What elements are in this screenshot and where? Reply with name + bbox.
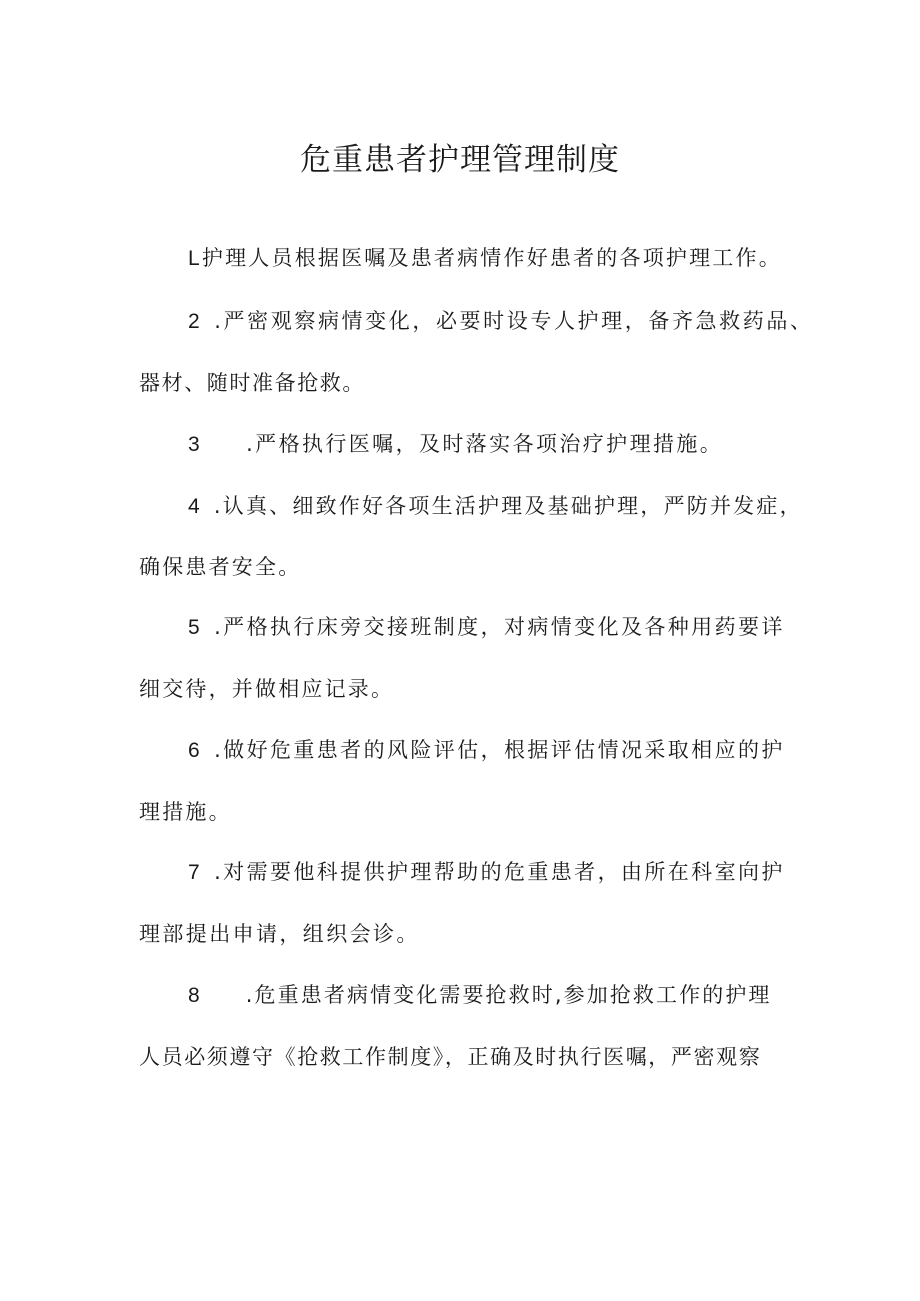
item-number: 2 xyxy=(188,310,203,333)
list-item-5-continuation: 细交待，并做相应记录。 xyxy=(139,677,395,701)
list-item-2 xyxy=(188,305,814,338)
list-item-8 xyxy=(188,979,772,1012)
list-item-8-continuation: 人员必须遵守《抢救工作制度》，正确及时执行医嘱，严密观察 xyxy=(139,1045,762,1069)
item-text-line: .危重患者病情变化需要抢救时,参加抢救工作的护理 xyxy=(245,983,772,1007)
item-text-line: .对需要他科提供护理帮助的危重患者，由所在科室向护 xyxy=(214,860,785,884)
list-item-1 xyxy=(188,242,782,275)
item-text-line: .认真、细致作好各项生活护理及基础护理，严防并发症， xyxy=(213,494,803,518)
item-text-line: .严格执行医嘱，及时落实各项治疗护理措施。 xyxy=(246,432,724,456)
list-item-4-continuation: 确保患者安全。 xyxy=(139,555,302,579)
item-text-line: .严格执行床旁交接班制度，对病情变化及各种用药要详 xyxy=(214,615,785,639)
list-item-7-continuation: 理部提出申请，组织会诊。 xyxy=(139,922,420,946)
item-number: 5 xyxy=(188,616,203,639)
list-item-6-continuation: 理措施。 xyxy=(139,800,232,824)
list-item-7 xyxy=(188,856,785,889)
item-number: 7 xyxy=(188,861,203,884)
document-title: 危重患者护理管理制度 xyxy=(300,142,620,178)
item-text-line: 护理人员根据医嘱及患者病情作好患者的各项护理工作。 xyxy=(201,246,782,270)
item-text-line: .严密观察病情变化，必要时设专人护理，备齐急救药品、 xyxy=(214,309,814,333)
list-item-5 xyxy=(188,611,785,644)
list-item-3 xyxy=(188,428,723,461)
item-text-line: .做好危重患者的风险评估，根据评估情况采取相应的护 xyxy=(214,738,785,762)
list-item-2-continuation: 器材、随时准备抢救。 xyxy=(139,371,365,395)
list-item-4 xyxy=(188,490,803,523)
item-number: L xyxy=(188,247,202,270)
list-item-6 xyxy=(188,734,785,767)
item-number: 4 xyxy=(188,495,202,518)
item-number: 3 xyxy=(188,433,203,456)
item-number: 6 xyxy=(188,739,203,762)
item-number: 8 xyxy=(188,984,202,1007)
